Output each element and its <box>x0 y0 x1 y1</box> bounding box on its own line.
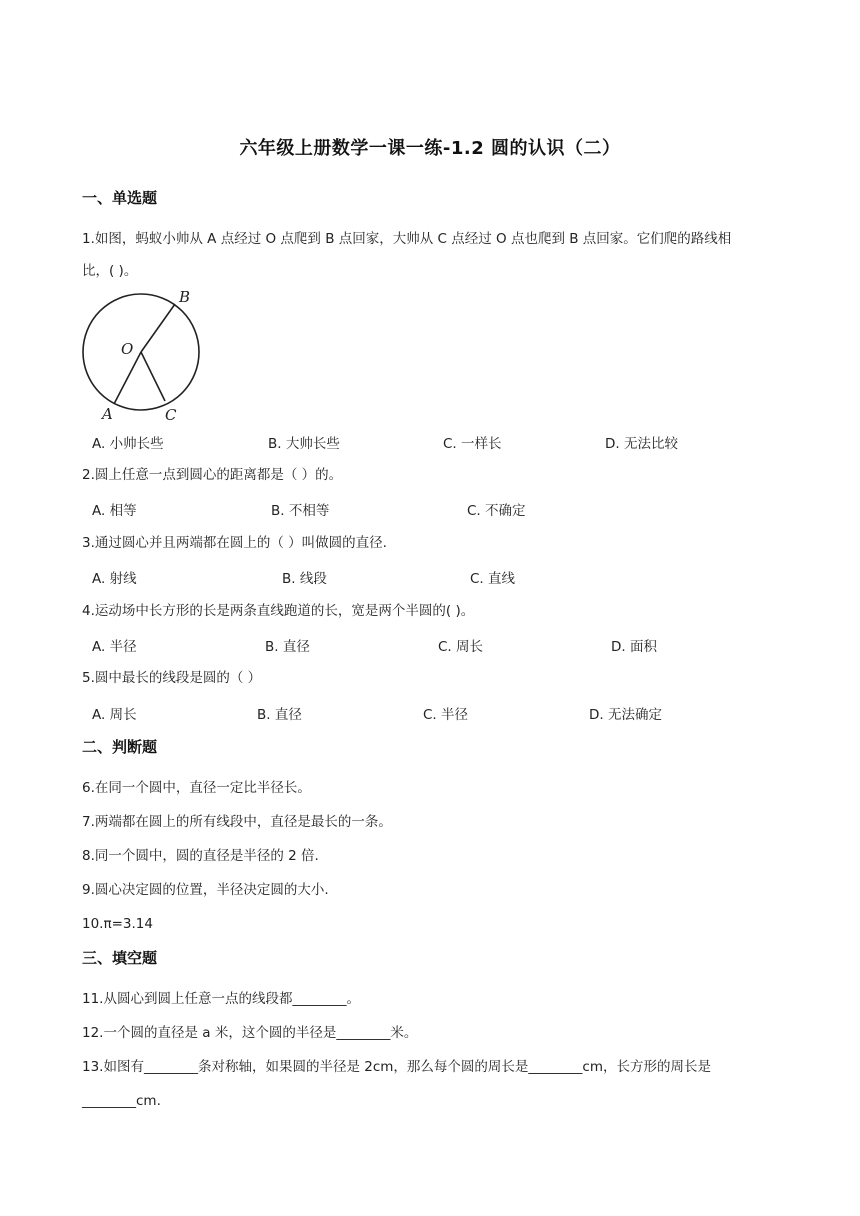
question-5: 5.圆中最长的线段是圆的（ ） <box>82 670 262 686</box>
q1-option-a[interactable]: A. 小帅长些 <box>92 436 164 452</box>
question-3: 3.通过圆心并且两端都在圆上的（ ）叫做圆的直径. <box>82 535 387 551</box>
question-4: 4.运动场中长方形的长是两条直线跑道的长，宽是两个半圆的( )。 <box>82 603 475 619</box>
q3-option-c[interactable]: C. 直线 <box>470 571 516 587</box>
question-13-line-1: 13.如图有________条对称轴，如果圆的半径是 2cm，那么每个圆的周长是________cm，长方形的周长是 <box>82 1059 711 1075</box>
q4-option-a[interactable]: A. 半径 <box>92 639 137 655</box>
question-2: 2.圆上任意一点到圆心的距离都是（ ）的。 <box>82 467 343 483</box>
question-1-line-1: 1.如图，蚂蚁小帅从 A 点经过 O 点爬到 B 点回家，大帅从 C 点经过 O 点也爬到 B 点回家。它们爬的路线相 <box>82 231 732 247</box>
q5-option-a[interactable]: A. 周长 <box>92 707 137 723</box>
q5-option-b[interactable]: B. 直径 <box>257 707 302 723</box>
section-heading-true-false: 二、判断题 <box>82 738 158 756</box>
q3-option-b[interactable]: B. 线段 <box>282 571 327 587</box>
circle-figure <box>76 284 208 424</box>
q1-option-b[interactable]: B. 大帅长些 <box>268 436 340 452</box>
question-12: 12.一个圆的直径是 a 米，这个圆的半径是________米。 <box>82 1025 418 1041</box>
page-title: 六年级上册数学一课一练-1.2 圆的认识（二） <box>239 138 621 159</box>
q2-option-a[interactable]: A. 相等 <box>92 503 137 519</box>
q1-option-c[interactable]: C. 一样长 <box>443 436 502 452</box>
question-13-line-2: ________cm. <box>82 1093 161 1109</box>
q5-option-d[interactable]: D. 无法确定 <box>589 707 662 723</box>
question-9: 9.圆心决定圆的位置，半径决定圆的大小. <box>82 882 329 898</box>
segment-OB <box>141 304 175 352</box>
q3-option-a[interactable]: A. 射线 <box>92 571 137 587</box>
question-1-line-2: 比，( )。 <box>82 263 138 279</box>
q4-option-d[interactable]: D. 面积 <box>611 639 657 655</box>
q4-option-c[interactable]: C. 周长 <box>438 639 484 655</box>
label-B: B <box>179 288 191 306</box>
q2-option-b[interactable]: B. 不相等 <box>271 503 330 519</box>
q4-option-b[interactable]: B. 直径 <box>265 639 310 655</box>
question-8: 8.同一个圆中，圆的直径是半径的 2 倍. <box>82 848 319 864</box>
segment-OA <box>114 352 141 404</box>
label-A: A <box>102 405 113 423</box>
question-10: 10.π=3.14 <box>82 916 153 932</box>
section-heading-fill-blank: 三、填空题 <box>82 949 158 967</box>
question-6: 6.在同一个圆中，直径一定比半径长。 <box>82 780 311 796</box>
q1-option-d[interactable]: D. 无法比较 <box>605 436 678 452</box>
q2-option-c[interactable]: C. 不确定 <box>467 503 526 519</box>
label-O: O <box>121 340 134 358</box>
q5-option-c[interactable]: C. 半径 <box>423 707 469 723</box>
question-7: 7.两端都在圆上的所有线段中，直径是最长的一条。 <box>82 814 392 830</box>
segment-OC <box>141 352 165 401</box>
question-11: 11.从圆心到圆上任意一点的线段都________。 <box>82 991 360 1007</box>
label-C: C <box>165 406 177 424</box>
section-heading-single-choice: 一、单选题 <box>82 189 158 207</box>
